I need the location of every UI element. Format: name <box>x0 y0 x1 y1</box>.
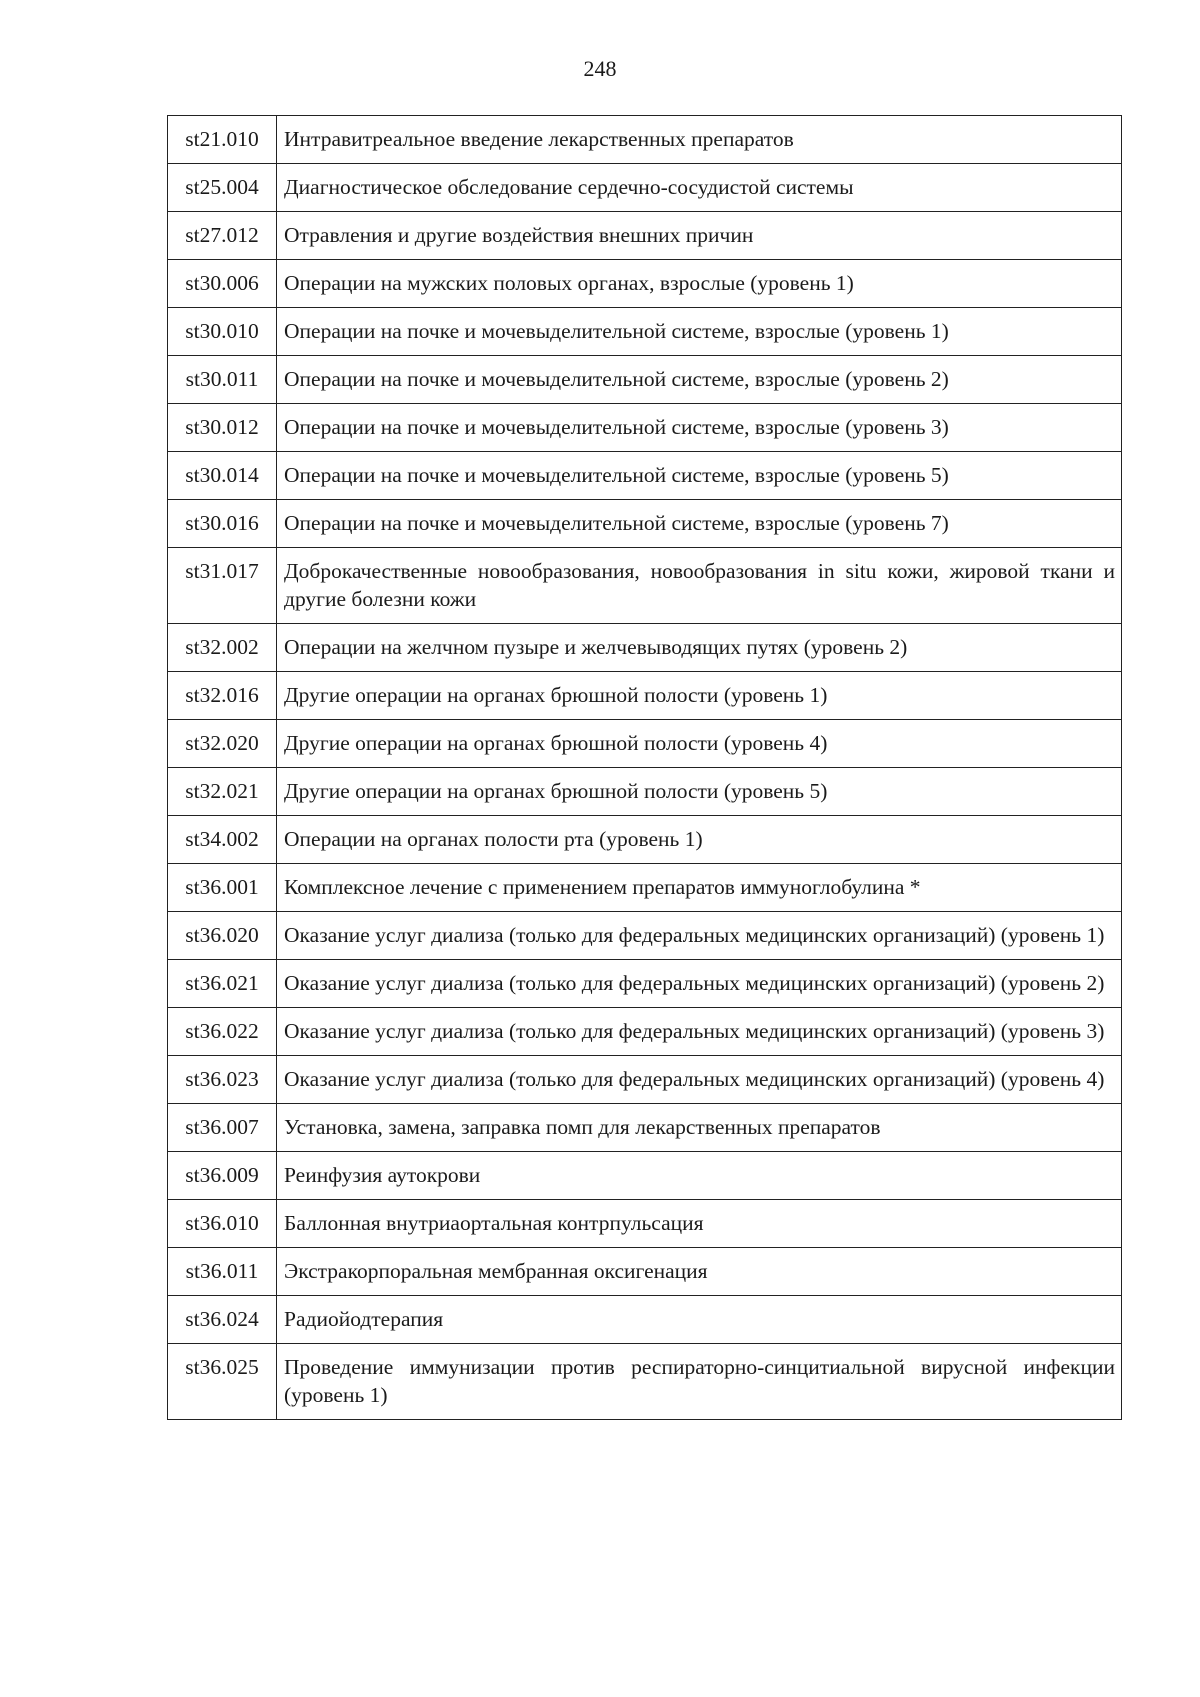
row-code: st36.022 <box>168 1008 277 1056</box>
row-description: Оказание услуг диализа (только для федеральных медицинских организаций) (уровень 3) <box>277 1008 1122 1056</box>
table-row <box>168 720 1122 768</box>
row-description: Установка, замена, заправка помп для лекарственных препаратов <box>277 1104 1122 1152</box>
table-row <box>168 164 1122 212</box>
row-description: Операции на почке и мочевыделительной системе, взрослые (уровень 3) <box>277 404 1122 452</box>
row-code: st36.024 <box>168 1296 277 1344</box>
row-description: Операции на почке и мочевыделительной системе, взрослые (уровень 5) <box>277 452 1122 500</box>
row-description: Оказание услуг диализа (только для федеральных медицинских организаций) (уровень 1) <box>277 912 1122 960</box>
row-description: Реинфузия аутокрови <box>277 1152 1122 1200</box>
row-description: Операции на мужских половых органах, взрослые (уровень 1) <box>277 260 1122 308</box>
table-row <box>168 212 1122 260</box>
table-row <box>168 864 1122 912</box>
table-row <box>168 500 1122 548</box>
table-row <box>168 960 1122 1008</box>
row-code: st30.014 <box>168 452 277 500</box>
row-description: Оказание услуг диализа (только для федеральных медицинских организаций) (уровень 2) <box>277 960 1122 1008</box>
table-row <box>168 1200 1122 1248</box>
table-row <box>168 624 1122 672</box>
row-description: Отравления и другие воздействия внешних причин <box>277 212 1122 260</box>
table-row <box>168 672 1122 720</box>
row-code: st30.016 <box>168 500 277 548</box>
row-description: Проведение иммунизации против респираторно-синцитиальной вирусной инфекции (уровень 1) <box>277 1344 1122 1420</box>
row-code: st21.010 <box>168 116 277 164</box>
table-row <box>168 356 1122 404</box>
row-code: st32.021 <box>168 768 277 816</box>
row-code: st36.023 <box>168 1056 277 1104</box>
row-description: Интравитреальное введение лекарственных препаратов <box>277 116 1122 164</box>
table-row <box>168 260 1122 308</box>
row-description: Другие операции на органах брюшной полости (уровень 5) <box>277 768 1122 816</box>
table-row <box>168 1344 1122 1420</box>
row-code: st30.011 <box>168 356 277 404</box>
table-row <box>168 768 1122 816</box>
table-row <box>168 1248 1122 1296</box>
row-description: Операции на почке и мочевыделительной системе, взрослые (уровень 2) <box>277 356 1122 404</box>
row-description: Другие операции на органах брюшной полости (уровень 1) <box>277 672 1122 720</box>
table-row <box>168 912 1122 960</box>
row-code: st32.020 <box>168 720 277 768</box>
row-description: Доброкачественные новообразования, новообразования in situ кожи, жировой ткани и другие болезни кожи <box>277 548 1122 624</box>
row-description: Экстракорпоральная мембранная оксигенация <box>277 1248 1122 1296</box>
row-description: Другие операции на органах брюшной полости (уровень 4) <box>277 720 1122 768</box>
row-description: Диагностическое обследование сердечно-сосудистой системы <box>277 164 1122 212</box>
row-code: st36.009 <box>168 1152 277 1200</box>
row-code: st31.017 <box>168 548 277 624</box>
code-table <box>167 115 1122 1420</box>
row-description: Операции на органах полости рта (уровень 1) <box>277 816 1122 864</box>
row-description: Операции на желчном пузыре и желчевыводящих путях (уровень 2) <box>277 624 1122 672</box>
row-code: st36.020 <box>168 912 277 960</box>
table-row <box>168 1296 1122 1344</box>
row-description: Комплексное лечение с применением препаратов иммуноглобулина * <box>277 864 1122 912</box>
row-code: st36.011 <box>168 1248 277 1296</box>
table-row <box>168 308 1122 356</box>
row-code: st32.002 <box>168 624 277 672</box>
table-row <box>168 404 1122 452</box>
row-code: st36.025 <box>168 1344 277 1420</box>
table-row <box>168 1056 1122 1104</box>
table-row <box>168 452 1122 500</box>
code-table-body <box>168 116 1122 1420</box>
table-row <box>168 1104 1122 1152</box>
row-code: st30.012 <box>168 404 277 452</box>
row-description: Операции на почке и мочевыделительной системе, взрослые (уровень 7) <box>277 500 1122 548</box>
row-description: Радиойодтерапия <box>277 1296 1122 1344</box>
row-description: Операции на почке и мочевыделительной системе, взрослые (уровень 1) <box>277 308 1122 356</box>
table-row <box>168 1152 1122 1200</box>
table-row <box>168 116 1122 164</box>
table-row <box>168 816 1122 864</box>
row-code: st25.004 <box>168 164 277 212</box>
row-code: st36.021 <box>168 960 277 1008</box>
row-code: st36.007 <box>168 1104 277 1152</box>
row-code: st36.001 <box>168 864 277 912</box>
page-number: 248 <box>583 56 617 81</box>
table-row <box>168 1008 1122 1056</box>
row-description: Баллонная внутриаортальная контрпульсация <box>277 1200 1122 1248</box>
row-code: st34.002 <box>168 816 277 864</box>
row-code: st30.010 <box>168 308 277 356</box>
row-code: st30.006 <box>168 260 277 308</box>
row-code: st36.010 <box>168 1200 277 1248</box>
row-code: st32.016 <box>168 672 277 720</box>
row-description: Оказание услуг диализа (только для федеральных медицинских организаций) (уровень 4) <box>277 1056 1122 1104</box>
row-code: st27.012 <box>168 212 277 260</box>
table-row <box>168 548 1122 624</box>
